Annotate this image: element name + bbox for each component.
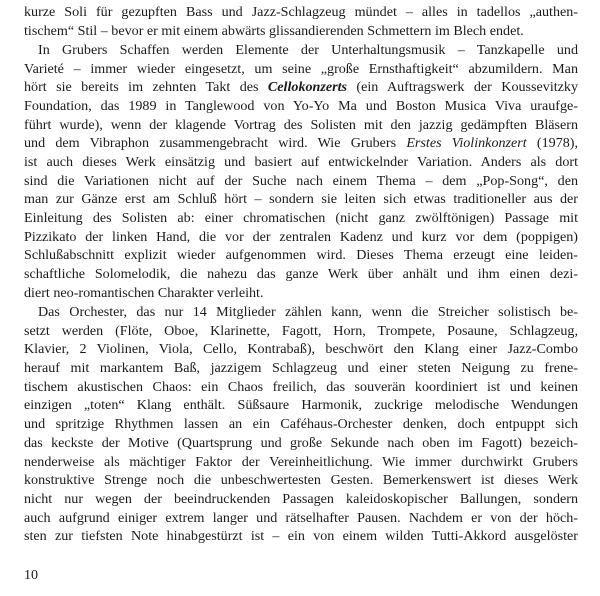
text-line: sind die Variationen nicht auf der Suche nach einem Thema – dem „Pop-Song“, den: [24, 172, 578, 189]
text-line: [24, 134, 578, 153]
text-line: Pizzikato der linken Hand, die vor der zentralen Kadenz und kurz vor dem (poppigen): [24, 228, 578, 245]
text-segment: hört sie bereits im zehnten Takt des: [24, 79, 268, 96]
text-line: nicht nur wegen der beeindruckenden Passagen kaleidoskopischer Ballungen, sondern: [24, 490, 578, 507]
paragraph-1: [24, 3, 578, 40]
text-line: führt wurde), wenn der klagende Vortrag des Solisten mit den jazzig gedämpften Bläsern: [24, 116, 578, 133]
text-line: In Grubers Schaffen werden Elemente der Unterhaltungsmusik – Tanzkapelle und: [38, 41, 578, 58]
text-line: man zur Gänze erst am Schluß hört – sondern sie leiten sich etwas traditioneller aus der: [24, 191, 578, 208]
text-line: herauf mit markantem Baß, jazzigem Schlagzeug und einer steten Neigung zu frene-: [24, 360, 578, 377]
paragraph-2: [24, 41, 578, 303]
text-line: nenderweise als mächtiger Faktor der Vereinheitlichung. Wie immer durchwirkt Grubers: [24, 453, 578, 470]
text-segment: (1978),: [526, 135, 579, 152]
text-line: Klavier, 2 Violinen, Viola, Cello, Kontrabaß), beschwört den Klang einer Jazz-Combo: [24, 341, 578, 358]
text-line: Einleitung des Solisten ab: einer chromatischen (nicht ganz zwölftönigen) Passage mit: [24, 210, 578, 227]
text-line: kurze Soli für gezupften Bass und Jazz-Schlagzeug mündet – alles in tadellos „authen-: [24, 4, 578, 20]
text-line: konstruktive Strenge noch die unbeschwertesten Gesten. Bemerkenswert ist dieses Werk: [24, 472, 578, 489]
text-line: tischem akustischen Chaos: ein Chaos freilich, das souverän koordiniert ist und keinen: [24, 378, 578, 395]
text-line: einzigen „toten“ Klang enthält. Süßsaure Harmonik, zuckrige melodische Wendungen: [24, 397, 578, 414]
text-segment: und dem Vibraphon zusammengebracht wird. Wie Grubers: [24, 135, 407, 152]
paragraph-3: [24, 303, 578, 546]
text-line: sten zur tiefsten Note hinabgestürzt ist – ein von einem wilden Tutti-Akkord ausgelöster: [24, 528, 578, 545]
text-line: schaftliche Solomelodik, die nahezu das ganze Werk über anhält und ihm einen dezi-: [24, 266, 578, 283]
text-line: Foundation, das 1989 in Tanglewood von Yo-Yo Ma und Boston Musica Viva uraufge-: [24, 97, 578, 114]
text-segment: (ein Auftragswerk der Koussevitzky: [347, 79, 578, 96]
page-number: 10: [24, 567, 39, 583]
text-line: das keckste der Motive (Quartsprung und große Sekunde nach oben im Fagott) bezeich-: [24, 434, 578, 451]
text-line: diert neo-romantischen Charakter verleiht.: [24, 284, 264, 301]
text-line: Schlußabschnitt explizit wieder aufgenommen wird. Dieses Thema erzeugt eine leiden-: [24, 247, 578, 264]
text-line: auch aufgrund einiger extrem langer und rätselhafter Pausen. Nachdem er von der höch-: [24, 509, 578, 526]
work-title-cello-concerto: Cellokonzerts: [267, 79, 347, 96]
work-title-violin-concerto: Erstes Violinkonzert: [406, 135, 527, 152]
text-line: Varieté – immer wieder eingesetzt, um seine „große Ernsthaftigkeit“ abzumildern. Man: [24, 60, 578, 77]
text-line: tischem“ Stil – bevor er mit einem abwärts glissandierenden Schmettern im Blech endet.: [24, 22, 524, 39]
text-line: Das Orchester, das nur 14 Mitglieder zählen kann, wenn die Streicher solistisch be-: [38, 304, 578, 320]
text-line: ist auch dieses Werk einsätzig und basiert auf entwickelnder Variation. Anders als dort: [24, 154, 578, 170]
text-line: und spritzige Rhythmen lassen an ein Caféhaus-Orchester denken, doch entpuppt sich: [24, 416, 578, 433]
text-line: setzt werden (Flöte, Oboe, Klarinette, Fagott, Horn, Trompete, Posaune, Schlagzeug,: [24, 322, 578, 339]
text-line: [24, 78, 578, 97]
